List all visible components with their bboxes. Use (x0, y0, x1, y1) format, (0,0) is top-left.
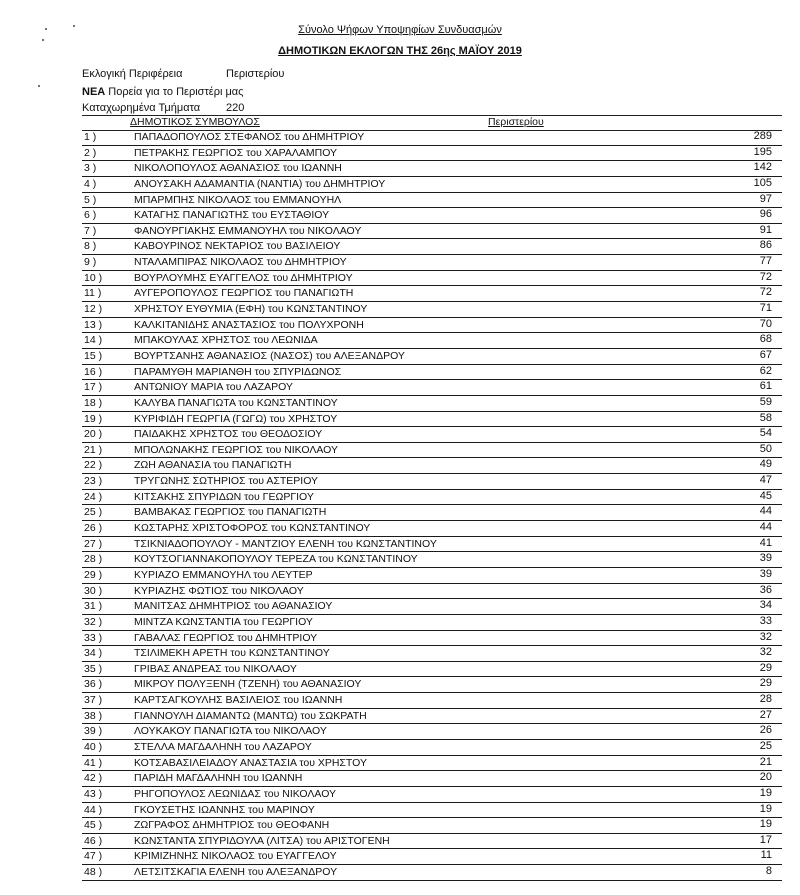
row-number: 1 ) (84, 131, 97, 143)
candidate-name: ΑΥΓΕΡΟΠΟΥΛΟΣ ΓΕΩΡΓΙΟΣ του ΠΑΝΑΓΙΩΤΗ (134, 287, 354, 300)
vote-count: 19 (759, 786, 772, 799)
party-prefix: ΝΕΑ (82, 86, 106, 98)
table-row (82, 396, 782, 412)
candidate-name: ΓΡΙΒΑΣ ΑΝΔΡΕΑΣ του ΝΙΚΟΛΑΟΥ (134, 662, 297, 675)
vote-count: 27 (759, 708, 772, 721)
candidate-name: ΜΙΚΡΟΥ ΠΟΛΥΞΕΝΗ (ΤΖΕΝΗ) του ΑΘΑΝΑΣΙΟΥ (134, 678, 362, 691)
row-number: 14 ) (84, 334, 103, 347)
candidate-name: ΓΑΒΑΛΑΣ ΓΕΩΡΓΙΟΣ του ΔΗΜΗΤΡΙΟΥ (134, 631, 318, 644)
candidate-name: ΚΑΡΤΣΑΓΚΟΥΛΗΣ ΒΑΣΙΛΕΙΟΣ του ΙΩΑΝΝΗ (134, 694, 343, 707)
row-number: 3 ) (84, 162, 97, 175)
row-number: 47 ) (84, 850, 103, 863)
table-row (82, 849, 782, 865)
row-number: 41 ) (84, 756, 103, 769)
table-row (82, 693, 782, 709)
candidate-name: ΚΟΥΤΣΟΓΙΑΝΝΑΚΟΠΟΥΛΟΥ ΤΕΡΕΖΑ του ΚΩΝΣΤΑΝΤΙΝΟΥ (134, 553, 418, 566)
row-number: 9 ) (84, 256, 97, 269)
row-number: 24 ) (84, 490, 103, 503)
candidate-name: ΜΠΑΡΜΠΗΣ ΝΙΚΟΛΑΟΣ του ΕΜΜΑΝΟΥΗΛ (134, 193, 342, 206)
table-row (82, 490, 782, 506)
candidate-name: ΠΕΤΡΑΚΗΣ ΓΕΩΡΓΙΟΣ του ΧΑΡΑΛΑΜΠΟΥ (134, 146, 338, 159)
vote-count: 33 (759, 614, 772, 627)
row-number: 11 ) (84, 287, 102, 300)
table-row (82, 208, 782, 224)
candidate-name: ΛΟΥΚΑΚΟΥ ΠΑΝΑΓΙΩΤΑ του ΝΙΚΟΛΑΟΥ (134, 725, 327, 738)
row-number: 27 ) (84, 537, 103, 550)
vote-count: 41 (759, 536, 772, 549)
vote-count: 61 (759, 380, 772, 393)
candidate-name: ΚΩΝΣΤΑΝΤΑ ΣΠΥΡΙΔΟΥΛΑ (ΛΙΤΣΑ) του ΑΡΙΣΤΟΓΕΝΗ (134, 834, 390, 847)
table-row (82, 584, 782, 600)
row-number: 15 ) (84, 349, 103, 362)
sections-row (82, 102, 245, 114)
vote-count: 62 (759, 364, 772, 377)
row-number: 44 ) (84, 803, 103, 816)
row-number: 17 ) (84, 381, 103, 394)
vote-count: 142 (753, 161, 772, 174)
table-row (82, 458, 782, 474)
table-row (82, 380, 782, 396)
candidate-name: ΝΙΚΟΛΟΠΟΥΛΟΣ ΑΘΑΝΑΣΙΟΣ του ΙΩΑΝΝΗ (134, 162, 342, 175)
row-number: 6 ) (84, 209, 97, 222)
vote-count: 72 (759, 270, 772, 283)
table-row (82, 865, 782, 881)
candidate-name: ΣΤΕΛΛΑ ΜΑΓΔΑΛΗΝΗ του ΛΑΖΑΡΟΥ (134, 740, 312, 753)
vote-count: 47 (759, 474, 772, 487)
candidate-name: ΑΝΟΥΣΑΚΗ ΑΔΑΜΑΝΤΙΑ (ΝΑΝΤΙΑ) του ΔΗΜΗΤΡΙΟΥ (134, 177, 386, 190)
vote-count: 26 (759, 724, 772, 737)
vote-count: 71 (759, 302, 772, 315)
sections-value: 220 (226, 102, 245, 114)
table-row (82, 161, 782, 177)
candidate-name: ΖΩΗ ΑΘΑΝΑΣΙΑ του ΠΑΝΑΓΙΩΤΗ (134, 459, 292, 472)
table-row (82, 818, 782, 834)
table-row (82, 552, 782, 568)
row-number: 32 ) (84, 615, 103, 628)
vote-count: 28 (759, 693, 772, 706)
row-number: 8 ) (84, 240, 97, 253)
table-row (82, 474, 782, 490)
vote-count: 39 (759, 567, 772, 580)
candidate-name: ΑΝΤΩΝΙΟΥ ΜΑΡΙΑ του ΛΑΖΑΡΟΥ (134, 381, 293, 394)
row-number: 42 ) (84, 772, 103, 785)
table-row (82, 286, 782, 302)
table-row (82, 130, 782, 146)
row-number: 18 ) (84, 396, 103, 409)
table-row (82, 224, 782, 240)
table-row (82, 615, 782, 631)
vote-count: 45 (759, 489, 772, 502)
vote-count: 29 (759, 677, 772, 690)
vote-count: 8 (765, 865, 772, 878)
table-row (82, 193, 782, 209)
table-row (82, 146, 782, 162)
table-row (82, 787, 782, 803)
district-row (82, 68, 285, 80)
candidate-name: ΒΑΜΒΑΚΑΣ ΓΕΩΡΓΙΟΣ του ΠΑΝΑΓΙΩΤΗ (134, 506, 327, 519)
row-number: 28 ) (84, 553, 103, 566)
row-number: 5 ) (84, 193, 97, 206)
row-number: 43 ) (84, 787, 103, 800)
vote-count: 59 (759, 395, 772, 408)
table-row (82, 709, 782, 725)
candidate-name: ΜΠΑΚΟΥΛΑΣ ΧΡΗΣΤΟΣ του ΛΕΩΝΙΔΑ (134, 334, 318, 347)
district-label: Εκλογική Περιφέρεια (82, 68, 183, 80)
column-header-votes: Περιστερίου (488, 116, 544, 128)
table-row (82, 834, 782, 850)
row-number: 36 ) (84, 678, 103, 691)
table-row (82, 177, 782, 193)
row-number: 21 ) (84, 443, 103, 456)
vote-count: 21 (759, 755, 772, 768)
table-row (82, 724, 782, 740)
candidate-name: ΚΡΙΜΙΖΗΝΗΣ ΝΙΚΟΛΑΟΣ του ΕΥΑΓΓΕΛΟΥ (134, 850, 337, 863)
vote-count: 34 (759, 599, 772, 612)
vote-count: 50 (759, 442, 772, 455)
table-row (82, 537, 782, 553)
vote-count: 289 (753, 130, 772, 142)
candidate-name: ΚΑΛΥΒΑ ΠΑΝΑΓΙΩΤΑ του ΚΩΝΣΤΑΝΤΙΝΟΥ (134, 396, 338, 409)
row-number: 10 ) (84, 271, 103, 284)
row-number: 22 ) (84, 459, 103, 472)
table-row (82, 255, 782, 271)
vote-count: 58 (759, 411, 772, 424)
table-row (82, 333, 782, 349)
table-row (82, 756, 782, 772)
candidate-name: ΒΟΥΡΛΟΥΜΗΣ ΕΥΑΓΓΕΛΟΣ του ΔΗΜΗΤΡΙΟΥ (134, 271, 353, 284)
candidate-name: ΜΠΟΛΩΝΑΚΗΣ ΓΕΩΡΓΙΟΣ του ΝΙΚΟΛΑΟΥ (134, 443, 338, 456)
row-number: 20 ) (84, 428, 103, 441)
row-number: 30 ) (84, 584, 103, 597)
row-number: 31 ) (84, 600, 103, 613)
row-number: 39 ) (84, 725, 103, 738)
candidate-name: ΛΕΤΣΙΤΣΚΑΓΙΑ ΕΛΕΝΗ του ΑΛΕΞΑΝΔΡΟΥ (134, 866, 338, 879)
candidate-name: ΦΑΝΟΥΡΓΙΑΚΗΣ ΕΜΜΑΝΟΥΗΛ του ΝΙΚΟΛΑΟΥ (134, 224, 362, 237)
vote-count: 17 (759, 833, 772, 846)
vote-count: 105 (753, 176, 772, 189)
row-number: 2 ) (84, 146, 97, 159)
row-number: 26 ) (84, 522, 103, 535)
candidate-name: ΝΤΑΛΑΜΠΙΡΑΣ ΝΙΚΟΛΑΟΣ του ΔΗΜΗΤΡΙΟΥ (134, 256, 347, 269)
table-row (82, 631, 782, 647)
vote-count: 25 (759, 739, 772, 752)
vote-count: 68 (759, 333, 772, 346)
vote-count: 91 (759, 223, 772, 236)
candidate-name: ΚΑΒΟΥΡΙΝΟΣ ΝΕΚΤΑΡΙΟΣ του ΒΑΣΙΛΕΙΟΥ (134, 240, 341, 253)
scan-speck (38, 85, 40, 87)
table-row (82, 318, 782, 334)
row-number: 46 ) (84, 834, 103, 847)
vote-count: 70 (759, 317, 772, 330)
candidate-name: ΤΡΥΓΩΝΗΣ ΣΩΤΗΡΙΟΣ του ΑΣΤΕΡΙΟΥ (134, 475, 319, 488)
candidate-name: ΠΑΡΑΜΥΘΗ ΜΑΡΙΑΝΘΗ του ΣΠΥΡΙΔΩΝΟΣ (134, 365, 342, 378)
table-row (82, 521, 782, 537)
vote-count: 19 (759, 802, 772, 815)
vote-count: 29 (759, 661, 772, 674)
row-number: 35 ) (84, 662, 103, 675)
row-number: 45 ) (84, 819, 103, 832)
row-number: 48 ) (84, 866, 103, 879)
candidate-name: ΡΗΓΟΠΟΥΛΟΣ ΛΕΩΝΙΔΑΣ του ΝΙΚΟΛΑΟΥ (134, 787, 337, 800)
table-row (82, 302, 782, 318)
vote-count: 195 (753, 145, 772, 158)
candidate-name: ΧΡΗΣΤΟΥ ΕΥΘΥΜΙΑ (ΕΦΗ) του ΚΩΝΣΤΑΝΤΙΝΟΥ (134, 303, 368, 316)
candidate-name: ΚΑΛΚΙΤΑΝΙΔΗΣ ΑΝΑΣΤΑΣΙΟΣ του ΠΟΛΥΧΡΟΝΗ (134, 318, 364, 331)
candidate-name: ΚΩΣΤΑΡΗΣ ΧΡΙΣΤΟΦΟΡΟΣ του ΚΩΝΣΤΑΝΤΙΝΟΥ (134, 522, 371, 535)
vote-count: 86 (759, 239, 772, 252)
row-number: 37 ) (84, 694, 103, 707)
row-number: 19 ) (84, 412, 103, 425)
row-number: 12 ) (84, 303, 103, 316)
candidate-name: ΚΥΡΙΑΖΟ ΕΜΜΑΝΟΥΗΛ του ΛΕΥΤΕΡ (134, 568, 313, 581)
party-row (82, 86, 243, 98)
candidate-name: ΠΑΠΑΔΟΠΟΥΛΟΣ ΣΤΕΦΑΝΟΣ του ΔΗΜΗΤΡΙΟΥ (134, 131, 365, 143)
candidate-name: ΚΟΤΣΑΒΑΣΙΛΕΙΑΔΟΥ ΑΝΑΣΤΑΣΙΑ του ΧΡΗΣΤΟΥ (134, 756, 367, 769)
row-number: 4 ) (84, 177, 97, 190)
table-row (82, 412, 782, 428)
candidate-name: ΒΟΥΡΤΣΑΝΗΣ ΑΘΑΝΑΣΙΟΣ (ΝΑΣΟΣ) του ΑΛΕΞΑΝΔΡΟΥ (134, 349, 405, 362)
table-row (82, 427, 782, 443)
vote-count: 36 (759, 583, 772, 596)
vote-count: 44 (759, 521, 772, 534)
vote-count: 72 (759, 286, 772, 299)
vote-count: 19 (759, 818, 772, 831)
table-row (82, 740, 782, 756)
table-header (82, 115, 782, 131)
vote-count: 32 (759, 630, 772, 643)
table-row (82, 239, 782, 255)
candidate-name: ΓΚΟΥΣΕΤΗΣ ΙΩΑΝΝΗΣ του ΜΑΡΙΝΟΥ (134, 803, 315, 816)
vote-count: 54 (759, 427, 772, 440)
candidate-name: ΓΙΑΝΝΟΥΛΗ ΔΙΑΜΑΝΤΩ (ΜΑΝΤΩ) του ΣΩΚΡΑΤΗ (134, 709, 367, 722)
column-header-candidate: ΔΗΜΟΤΙΚΟΣ ΣΥΜΒΟΥΛΟΣ (130, 116, 260, 128)
vote-count: 49 (759, 458, 772, 471)
candidate-name: ΚΥΡΙΑΖΗΣ ΦΩΤΙΟΣ του ΝΙΚΟΛΑΟΥ (134, 584, 304, 597)
row-number: 34 ) (84, 647, 103, 660)
sections-label: Καταχωρημένα Τμήματα (82, 102, 201, 114)
table-row (82, 349, 782, 365)
row-number: 29 ) (84, 568, 103, 581)
candidate-name: ΖΩΓΡΑΦΟΣ ΔΗΜΗΤΡΙΟΣ του ΘΕΟΦΑΝΗ (134, 819, 330, 832)
row-number: 33 ) (84, 631, 103, 644)
table-row (82, 365, 782, 381)
table-row (82, 771, 782, 787)
vote-count: 67 (759, 348, 772, 361)
table-row (82, 662, 782, 678)
row-number: 16 ) (84, 365, 103, 378)
table-row (82, 271, 782, 287)
vote-count: 44 (759, 505, 772, 518)
table-row (82, 505, 782, 521)
document-title: Σύνολο Ψήφων Υποψηφίων Συνδυασμών (298, 24, 502, 36)
vote-count: 39 (759, 552, 772, 565)
vote-count: 20 (759, 771, 772, 784)
candidate-name: ΚΙΤΣΑΚΗΣ ΣΠΥΡΙΔΩΝ του ΓΕΩΡΓΙΟΥ (134, 490, 314, 503)
candidate-name: ΠΑΙΔΑΚΗΣ ΧΡΗΣΤΟΣ του ΘΕΟΔΟΣΙΟΥ (134, 428, 323, 441)
table-row (82, 803, 782, 819)
document-subtitle: ΔΗΜΟΤΙΚΩΝ ΕΚΛΟΓΩΝ ΤΗΣ 26ης ΜΑΪΟΥ 2019 (278, 45, 522, 57)
row-number: 40 ) (84, 740, 103, 753)
candidate-name: ΚΑΤΑΓΗΣ ΠΑΝΑΓΙΩΤΗΣ του ΕΥΣΤΑΘΙΟΥ (134, 209, 330, 222)
candidate-name: ΠΑΡΙΔΗ ΜΑΓΔΑΛΗΝΗ του ΙΩΑΝΝΗ (134, 772, 303, 785)
table-row (82, 443, 782, 459)
row-number: 13 ) (84, 318, 103, 331)
table-row (82, 599, 782, 615)
party-name: Πορεία για το Περιστέρι μας (108, 86, 244, 98)
candidate-name: ΜΑΝΙΤΣΑΣ ΔΗΜΗΤΡΙΟΣ του ΑΘΑΝΑΣΙΟΥ (134, 600, 333, 613)
row-number: 38 ) (84, 709, 103, 722)
vote-count: 96 (759, 208, 772, 221)
district-value: Περιστερίου (226, 68, 285, 80)
row-number: 23 ) (84, 475, 103, 488)
vote-count: 11 (760, 849, 772, 862)
candidate-name: ΤΣΙΚΝΙΑΔΟΠΟΥΛΟΥ - ΜΑΝΤΖΙΟΥ ΕΛΕΝΗ του ΚΩΝΣΤΑΝΤΙΝΟΥ (134, 537, 437, 550)
vote-count: 77 (759, 255, 772, 268)
row-number: 7 ) (84, 224, 97, 237)
row-number: 25 ) (84, 506, 103, 519)
candidate-name: ΤΣΙΛΙΜΕΚΗ ΑΡΕΤΗ του ΚΩΝΣΤΑΝΤΙΝΟΥ (134, 647, 330, 660)
table-row (82, 646, 782, 662)
table-row (82, 568, 782, 584)
candidate-table (82, 130, 782, 881)
table-row (82, 677, 782, 693)
vote-count: 97 (759, 192, 772, 205)
scan-speck (42, 39, 44, 41)
vote-count: 32 (759, 646, 772, 659)
candidate-name: ΚΥΡΙΦΙΔΗ ΓΕΩΡΓΙΑ (ΓΩΓΩ) του ΧΡΗΣΤΟΥ (134, 412, 338, 425)
candidate-name: ΜΙΝΤΖΑ ΚΩΝΣΤΑΝΤΙΑ του ΓΕΩΡΓΙΟΥ (134, 615, 313, 628)
